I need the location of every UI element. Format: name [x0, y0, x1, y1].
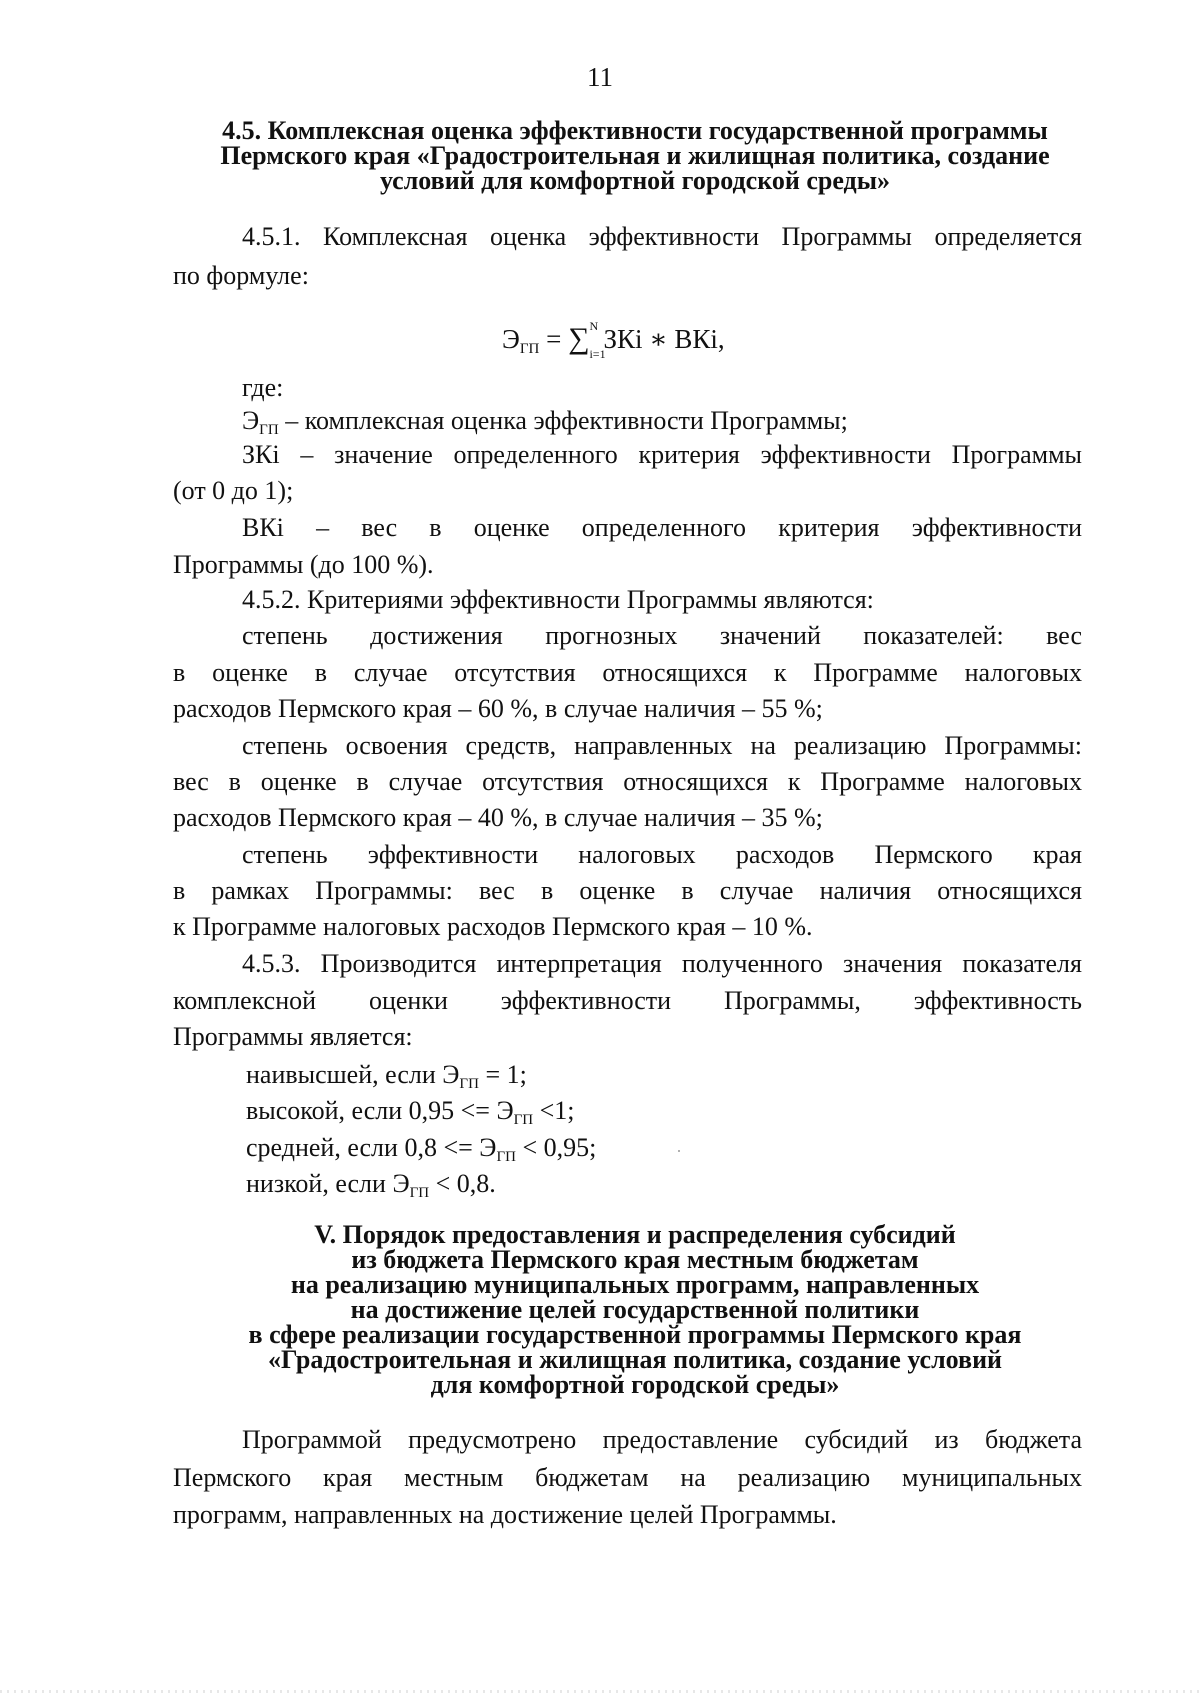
sum-upper-limit: N — [589, 318, 599, 333]
paragraph-4-5-1-line: 4.5.1. Комплексная оценка эффективности Программы определяется — [242, 222, 1082, 251]
criterion-1-line: в оценке в случае отсутствия относящихся к Программе налоговых — [173, 658, 1082, 687]
definition-vki-line: Программы (до 100 %). — [173, 550, 434, 579]
heading-line: условий для комфортной городской среды» — [379, 166, 890, 195]
egp-symbol: Э — [479, 1133, 497, 1162]
definition-zki-line: (от 0 до 1); — [173, 476, 294, 505]
egp-symbol: Э — [442, 1060, 460, 1089]
formula-rhs: ЗКi ∗ ВКi, — [603, 324, 725, 354]
egp-symbol: Э — [496, 1096, 514, 1125]
heading-line: «Градостроительная и жилищная политика, создание условий — [267, 1345, 1003, 1374]
criterion-3-line: степень эффективности налоговых расходов Пермского края — [242, 840, 1082, 869]
section-v-body-line: программ, направленных на достижение целей Программы. — [173, 1500, 837, 1529]
criterion-1-line: степень достижения прогнозных значений показателей: вес — [242, 621, 1082, 650]
heading-line: V. Порядок предоставления и распределения субсидий — [314, 1220, 956, 1249]
criterion-3-line: к Программе налоговых расходов Пермского края – 10 %. — [173, 912, 813, 941]
definition-zki-line: ЗКi – значение определенного критерия эффективности Программы — [242, 440, 1082, 469]
section-v-body-line: Пермского края местным бюджетам на реализацию муниципальных — [173, 1463, 1082, 1492]
level-medium — [246, 1133, 596, 1172]
sum-limits — [589, 318, 606, 361]
formula-lhs-subscript: ГП — [519, 341, 540, 357]
criterion-2-line: расходов Пермского края – 40 %, в случае наличия – 35 %; — [173, 803, 823, 832]
heading-line: на реализацию муниципальных программ, направленных — [290, 1270, 980, 1299]
egp-subscript: ГП — [496, 1149, 516, 1165]
section-v-heading — [170, 1222, 1100, 1397]
level-text: средней, если 0,8 <= — [246, 1133, 480, 1162]
heading-line: для комфортной городской среды» — [430, 1370, 840, 1399]
egp-subscript: ГП — [459, 1076, 479, 1092]
egp-symbol: Э — [392, 1169, 410, 1198]
level-text: низкой, если — [246, 1169, 393, 1198]
level-condition: <1; — [533, 1096, 575, 1125]
criterion-2-line: вес в оценке в случае отсутствия относящихся к Программе налоговых — [173, 767, 1082, 796]
paragraph-4-5-3-line: 4.5.3. Производится интерпретация полученного значения показателя — [242, 949, 1082, 978]
heading-line: Пермского края «Градостроительная и жилищная политика, создание — [220, 141, 1050, 170]
level-text: наивысшей, если — [246, 1060, 443, 1089]
scan-edge-noise — [0, 1690, 1200, 1693]
paragraph-4-5-1-line: по формуле: — [173, 261, 309, 290]
level-condition: = 1; — [478, 1060, 527, 1089]
sum-lower-limit: i=1 — [589, 346, 606, 361]
level-highest — [246, 1060, 527, 1099]
where-label: где: — [242, 373, 284, 402]
formula-lhs: Э — [502, 324, 520, 354]
heading-line: из бюджета Пермского края местным бюджетам — [351, 1245, 919, 1274]
paragraph-4-5-3-line: комплексной оценки эффективности Программы, эффективность — [173, 986, 1082, 1015]
sum-symbol: ∑ — [568, 322, 590, 355]
level-high — [246, 1096, 575, 1135]
level-condition: < 0,95; — [515, 1133, 597, 1162]
formula-equals: = — [546, 324, 562, 354]
criterion-1-line: расходов Пермского края – 60 %, в случае наличия – 55 %; — [173, 694, 823, 723]
heading-line: 4.5. Комплексная оценка эффективности государственной программы — [222, 116, 1048, 145]
scan-speck — [678, 1150, 680, 1152]
level-condition: < 0,8. — [429, 1169, 496, 1198]
criterion-3-line: в рамках Программы: вес в оценке в случае наличия относящихся — [173, 876, 1082, 905]
egp-subscript: ГП — [259, 422, 279, 438]
definition-vki-line: ВКi – вес в оценке определенного критерия эффективности — [242, 513, 1082, 542]
section-v-body-line: Программой предусмотрено предоставление субсидий из бюджета — [242, 1425, 1082, 1454]
heading-line: на достижение целей государственной политики — [350, 1295, 920, 1324]
egp-text: – комплексная оценка эффективности Программы; — [285, 406, 848, 435]
efficiency-formula — [502, 318, 725, 361]
egp-subscript: ГП — [409, 1185, 430, 1201]
page-number: 11 — [587, 62, 613, 92]
criterion-2-line: степень освоения средств, направленных на реализацию Программы: — [242, 731, 1082, 760]
section-4-5-heading — [170, 118, 1100, 193]
paragraph-4-5-2-intro: 4.5.2. Критериями эффективности Программы являются: — [242, 585, 874, 614]
egp-symbol: Э — [242, 406, 260, 435]
egp-subscript: ГП — [513, 1112, 534, 1128]
heading-line: в сфере реализации государственной программы Пермского края — [248, 1320, 1022, 1349]
level-text: высокой, если 0,95 <= — [246, 1096, 497, 1125]
paragraph-4-5-3-line: Программы является: — [173, 1022, 413, 1051]
level-low — [246, 1169, 496, 1208]
